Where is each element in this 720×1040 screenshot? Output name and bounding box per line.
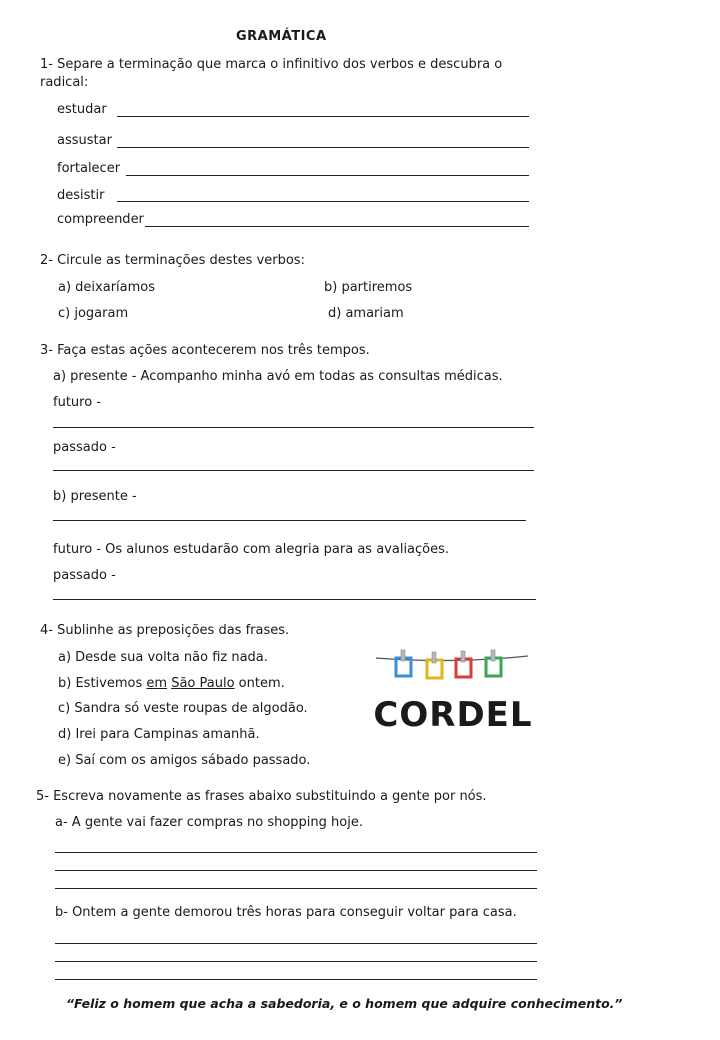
answer-line[interactable] xyxy=(55,943,537,944)
hanging-flag xyxy=(486,650,501,676)
q2-prompt: 2- Circule as terminações destes verbos: xyxy=(40,253,305,268)
answer-line[interactable] xyxy=(53,427,534,428)
q3-b-presente-label: b) presente - xyxy=(53,489,137,504)
q2-option-d: d) amariam xyxy=(328,306,404,321)
q4-sentence-d: d) Irei para Campinas amanhã. xyxy=(58,727,260,742)
closing-quote: “Feliz o homem que acha a sabedoria, e o homem que adquire conhecimento.” xyxy=(66,996,623,1011)
q1-verb: assustar xyxy=(57,133,112,148)
q3-a-passado-label: passado - xyxy=(53,440,116,455)
answer-line[interactable] xyxy=(55,888,537,889)
q1-verb: compreender xyxy=(57,212,144,227)
answer-line[interactable] xyxy=(55,870,537,871)
q3-prompt: 3- Faça estas ações acontecerem nos três tempos. xyxy=(40,343,370,358)
answer-line[interactable] xyxy=(55,979,537,980)
q1-verb: desistir xyxy=(57,188,105,203)
answer-line[interactable] xyxy=(55,961,537,962)
q4-b-pre: b) Estivemos xyxy=(58,676,147,691)
q2-option-c: c) jogaram xyxy=(58,306,129,321)
q5-sentence-a: a- A gente vai fazer compras no shopping hoje. xyxy=(55,815,363,830)
page-title: GRAMÁTICA xyxy=(236,29,327,44)
q1-verb: fortalecer xyxy=(57,161,121,176)
answer-line[interactable] xyxy=(117,147,529,148)
q5-prompt: 5- Escreva novamente as frases abaixo substituindo a gente por nós. xyxy=(36,789,487,804)
q4-sentence-b xyxy=(58,676,285,691)
cordel-logo-text: CORDEL xyxy=(373,695,533,735)
q3-a-futuro-label: futuro - xyxy=(53,395,101,410)
q2-option-a: a) deixaríamos xyxy=(58,280,156,295)
q4-b-post: ontem. xyxy=(234,676,285,691)
answer-line[interactable] xyxy=(53,599,536,600)
hanging-flag xyxy=(396,650,411,676)
answer-line[interactable] xyxy=(145,226,529,227)
q3-b-passado-label: passado - xyxy=(53,568,116,583)
answer-line[interactable] xyxy=(53,470,534,471)
q1-verb: estudar xyxy=(57,102,107,117)
q1-prompt-line1: 1- Separe a terminação que marca o infinitivo dos verbos e descubra o xyxy=(40,57,503,72)
q3-a-presente: a) presente - Acompanho minha avó em todas as consultas médicas. xyxy=(53,369,503,384)
hanging-flag xyxy=(456,651,471,677)
q4-prompt: 4- Sublinhe as preposições das frases. xyxy=(40,623,290,638)
answer-line[interactable] xyxy=(117,201,529,202)
answer-line[interactable] xyxy=(126,175,529,176)
answer-line[interactable] xyxy=(53,520,526,521)
underlined-preposition: em xyxy=(146,676,168,691)
q4-sentence-c: c) Sandra só veste roupas de algodão. xyxy=(58,701,308,716)
q4-sentence-e: e) Saí com os amigos sábado passado. xyxy=(58,753,311,768)
answer-line[interactable] xyxy=(117,116,529,117)
q3-b-futuro: futuro - Os alunos estudarão com alegria para as avaliações. xyxy=(53,542,450,557)
cordel-logo xyxy=(372,636,534,736)
q5-sentence-b: b- Ontem a gente demorou três horas para conseguir voltar para casa. xyxy=(55,905,517,920)
q1-prompt-line2: radical: xyxy=(40,75,89,90)
q2-option-b: b) partiremos xyxy=(324,280,413,295)
answer-line[interactable] xyxy=(55,852,537,853)
hanging-flag xyxy=(427,652,442,678)
underlined-place: São Paulo xyxy=(171,676,235,691)
q4-sentence-a: a) Desde sua volta não fiz nada. xyxy=(58,650,268,665)
